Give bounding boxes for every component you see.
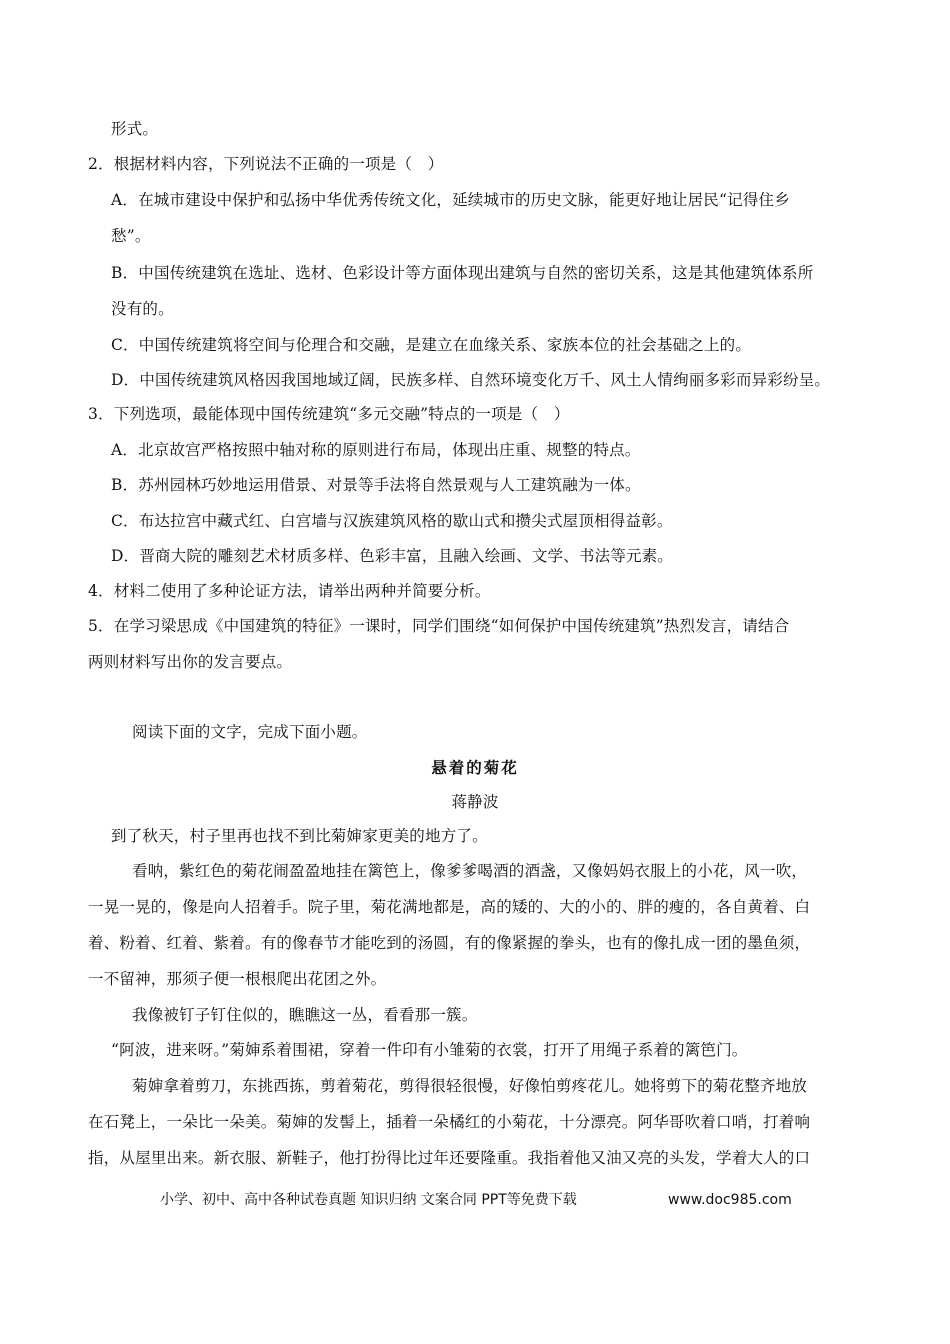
q2-stem: 2．根据材料内容，下列说法不正确的一项是（ ） — [88, 155, 444, 173]
q1-tail: 形式。 — [111, 120, 159, 138]
q3-option-c: C．布达拉宫中藏式红、白宫墙与汉族建筑风格的歇山式和攒尖式屋顶相得益彰。 — [111, 512, 673, 530]
story-paragraph-cont: 一晃一晃的，像是向人招着手。院子里，菊花满地都是，高的矮的、大的小的、胖的瘦的，各自黄着、白 — [88, 898, 811, 916]
story-paragraph-cont: 在石凳上，一朵比一朵美。菊婶的发髻上，插着一朵橘红的小菊花，十分漂亮。阿华哥吹着口哨，打着响 — [88, 1113, 811, 1131]
q3-option-b: B．苏州园林巧妙地运用借景、对景等手法将自然景观与人工建筑融为一体。 — [111, 476, 641, 494]
story-paragraph: 菊婶拿着剪刀，东挑西拣，剪着菊花，剪得很轻很慢，好像怕剪疼花儿。她将剪下的菊花整齐地放 — [132, 1077, 808, 1095]
q2-option-b-cont: 没有的。 — [111, 300, 174, 318]
reading-instruction: 阅读下面的文字，完成下面小题。 — [132, 723, 368, 741]
story-paragraph-cont: 指，从屋里出来。新衣服、新鞋子，他打扮得比过年还要隆重。我指着他又油又亮的头发，学着大人的口 — [88, 1149, 811, 1167]
story-author: 蒋静波 — [451, 793, 499, 811]
story-paragraph: 到了秋天，村子里再也找不到比菊婶家更美的地方了。 — [111, 827, 488, 845]
q2-option-c: C．中国传统建筑将空间与伦理合和交融，是建立在血缘关系、家族本位的社会基础之上的。 — [111, 336, 752, 354]
story-paragraph-cont: 一不留神，那须子便一根根爬出花团之外。 — [88, 970, 387, 988]
story-paragraph: 看呐，紫红色的菊花闹盈盈地挂在篱笆上，像爹爹喝酒的酒盏，又像妈妈衣服上的小花，风一吹， — [132, 862, 808, 880]
q4: 4．材料二使用了多种论证方法，请举出两种并简要分析。 — [88, 582, 491, 600]
q2-option-d: D．中国传统建筑风格因我国地域辽阔，民族多样、自然环境变化万千、风土人情绚丽多彩而异彩纷呈。 — [111, 371, 831, 389]
q2-option-a: A．在城市建设中保护和弘扬中华优秀传统文化，延续城市的历史文脉，能更好地让居民“记得住乡 — [111, 191, 790, 209]
q5: 5．在学习梁思成《中国建筑的特征》一课时，同学们围绕“如何保护中国传统建筑”热烈发言，请结合 — [88, 617, 790, 635]
q3-option-a: A．北京故宫严格按照中轴对称的原则进行布局，体现出庄重、规整的特点。 — [111, 441, 641, 459]
story-paragraph-cont: 着、粉着、红着、紫着。有的像春节才能吃到的汤圆，有的像紧握的拳头，也有的像扎成一团的墨鱼须， — [88, 934, 811, 952]
q3-option-d: D．晋商大院的雕刻艺术材质多样、色彩丰富，且融入绘画、文学、书法等元素。 — [111, 547, 674, 565]
q2-option-b: B．中国传统建筑在选址、选材、色彩设计等方面体现出建筑与自然的密切关系，这是其他建筑体系所 — [111, 264, 814, 282]
footer-url[interactable]: www.doc985.com — [668, 1192, 792, 1208]
footer-text: 小学、初中、高中各种试卷真题 知识归纳 文案合同 PPT等免费下载 — [160, 1192, 577, 1208]
story-paragraph: “阿波，进来呀。”菊婶系着围裙，穿着一件印有小雏菊的衣裳，打开了用绳子系着的篱笆门。 — [111, 1041, 748, 1059]
q5-cont: 两则材料写出你的发言要点。 — [88, 653, 293, 671]
q3-stem: 3．下列选项，最能体现中国传统建筑“多元交融”特点的一项是（ ） — [88, 405, 570, 423]
story-paragraph: 我像被钉子钉住似的，瞧瞧这一丛，看看那一簇。 — [132, 1006, 478, 1024]
story-title: 悬着的菊花 — [431, 758, 519, 777]
q2-option-a-cont: 愁”。 — [111, 227, 151, 245]
